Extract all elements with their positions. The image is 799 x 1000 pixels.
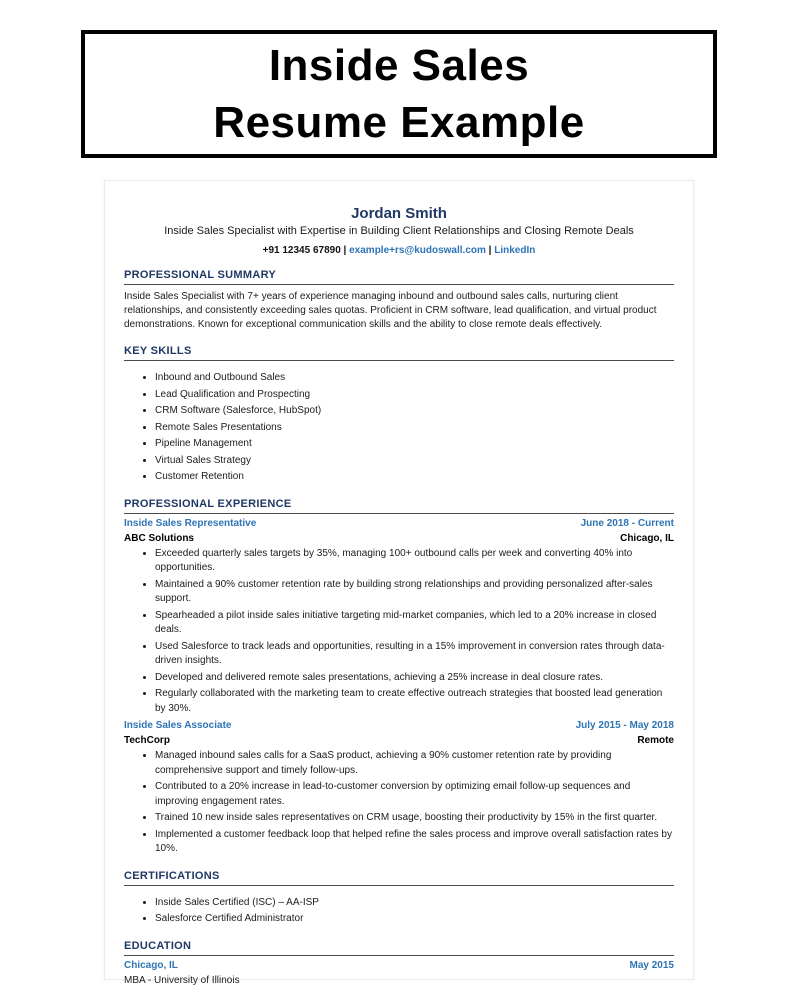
resume-document xyxy=(104,180,694,986)
banner-title-line2: Resume Example xyxy=(213,98,585,147)
job-company: TechCorp xyxy=(124,735,170,746)
job-entry xyxy=(124,720,674,857)
section-heading-summary: PROFESSIONAL SUMMARY xyxy=(124,269,674,285)
job-bullet: • Managed inbound sales calls for a SaaS product, achieving a 90% customer retention rate by providing comprehensive support and timely follow-ups. xyxy=(155,749,674,778)
contact-separator: | xyxy=(485,245,495,256)
candidate-name: Jordan Smith xyxy=(351,205,447,222)
job-bullet: • Used Salesforce to track leads and opportunities, resulting in a 15% improvement in conversion rates through data-driven insights. xyxy=(155,640,674,669)
job-bullet: • Implemented a customer feedback loop that helped refine the sales process and improve overall satisfaction rates by 10%. xyxy=(155,828,674,857)
job-title-row xyxy=(124,720,674,731)
email-link[interactable]: example+rs@kudoswall.com xyxy=(349,245,486,256)
section-heading-experience: PROFESSIONAL EXPERIENCE xyxy=(124,498,674,514)
skills-list xyxy=(124,371,674,485)
job-bullet-list xyxy=(124,749,674,857)
job-bullet: • Regularly collaborated with the marketing team to create effective outreach strategies that boosted lead generation by 30%. xyxy=(155,687,674,716)
job-bullet: • Trained 10 new inside sales representatives on CRM usage, boosting their productivity by 15% in the first quarter. xyxy=(155,811,674,826)
job-dates: July 2015 - May 2018 xyxy=(575,720,674,731)
job-entry xyxy=(124,518,674,717)
education-location: Chicago, IL xyxy=(124,959,178,971)
contact-line xyxy=(124,245,674,256)
job-company: ABC Solutions xyxy=(124,532,194,544)
certifications-list xyxy=(124,896,674,927)
job-bullet: • Maintained a 90% customer retention rate by building strong relationships and providing personalized after-sales support. xyxy=(155,578,674,607)
job-title: Inside Sales Associate xyxy=(124,720,232,731)
education-location-row xyxy=(124,960,674,971)
title-banner xyxy=(81,30,717,158)
phone-number: +91 12345 67890 xyxy=(262,245,341,256)
section-education xyxy=(124,940,674,986)
skill-item: • Virtual Sales Strategy xyxy=(155,454,674,469)
certification-item: • Inside Sales Certified (ISC) – AA-ISP xyxy=(155,896,674,911)
section-heading-education: EDUCATION xyxy=(124,940,674,956)
section-professional-experience xyxy=(124,498,674,857)
skill-item: • Remote Sales Presentations xyxy=(155,421,674,436)
section-certifications xyxy=(124,870,674,927)
job-company-row xyxy=(124,735,674,746)
section-heading-certifications: CERTIFICATIONS xyxy=(124,870,674,886)
job-bullet: • Developed and delivered remote sales presentations, achieving a 25% increase in deal closure rates. xyxy=(155,671,674,686)
job-dates: June 2018 - Current xyxy=(580,517,674,529)
section-key-skills xyxy=(124,345,674,485)
candidate-headline: Inside Sales Specialist with Expertise in Building Client Relationships and Closing Remote Deals xyxy=(164,225,634,237)
section-heading-skills: KEY SKILLS xyxy=(124,345,674,361)
skill-item: • Customer Retention xyxy=(155,470,674,485)
linkedin-link[interactable]: LinkedIn xyxy=(494,245,536,256)
certification-item: • Salesforce Certified Administrator xyxy=(155,912,674,927)
job-bullet: • Contributed to a 20% increase in lead-to-customer conversion by optimizing email follow-up sequences and improving engagement rates. xyxy=(155,780,674,809)
summary-text: Inside Sales Specialist with 7+ years of experience managing inbound and outbound sales calls, nurturing client relationships, and consistently exceeding sales quotas. Proficient in CRM software, lead qualification, and virtual product demonstrations. Known for exceptional communication skills and the ability to close remote deals effectively. xyxy=(124,291,657,330)
education-degree: MBA - University of Illinois xyxy=(124,974,240,986)
skill-item: • CRM Software (Salesforce, HubSpot) xyxy=(155,404,674,419)
skill-item: • Pipeline Management xyxy=(155,437,674,452)
banner-title-line1: Inside Sales xyxy=(268,41,530,90)
skill-item: • Lead Qualification and Prospecting xyxy=(155,388,674,403)
job-location: Remote xyxy=(637,735,674,746)
job-bullet-list xyxy=(124,547,674,717)
job-location: Chicago, IL xyxy=(620,532,674,544)
job-title: Inside Sales Representative xyxy=(124,517,257,529)
job-bullet: • Exceeded quarterly sales targets by 35%, managing 100+ outbound calls per week and converting 40% into opportunities. xyxy=(155,547,674,576)
section-professional-summary xyxy=(124,269,674,332)
job-bullet: • Spearheaded a pilot inside sales initiative targeting mid-market companies, which led to a 20% increase in closed deals. xyxy=(155,609,674,638)
job-company-row xyxy=(124,533,674,544)
skill-item: • Inbound and Outbound Sales xyxy=(155,371,674,386)
education-date: May 2015 xyxy=(629,959,674,971)
contact-separator: | xyxy=(340,245,350,256)
job-title-row xyxy=(124,518,674,529)
